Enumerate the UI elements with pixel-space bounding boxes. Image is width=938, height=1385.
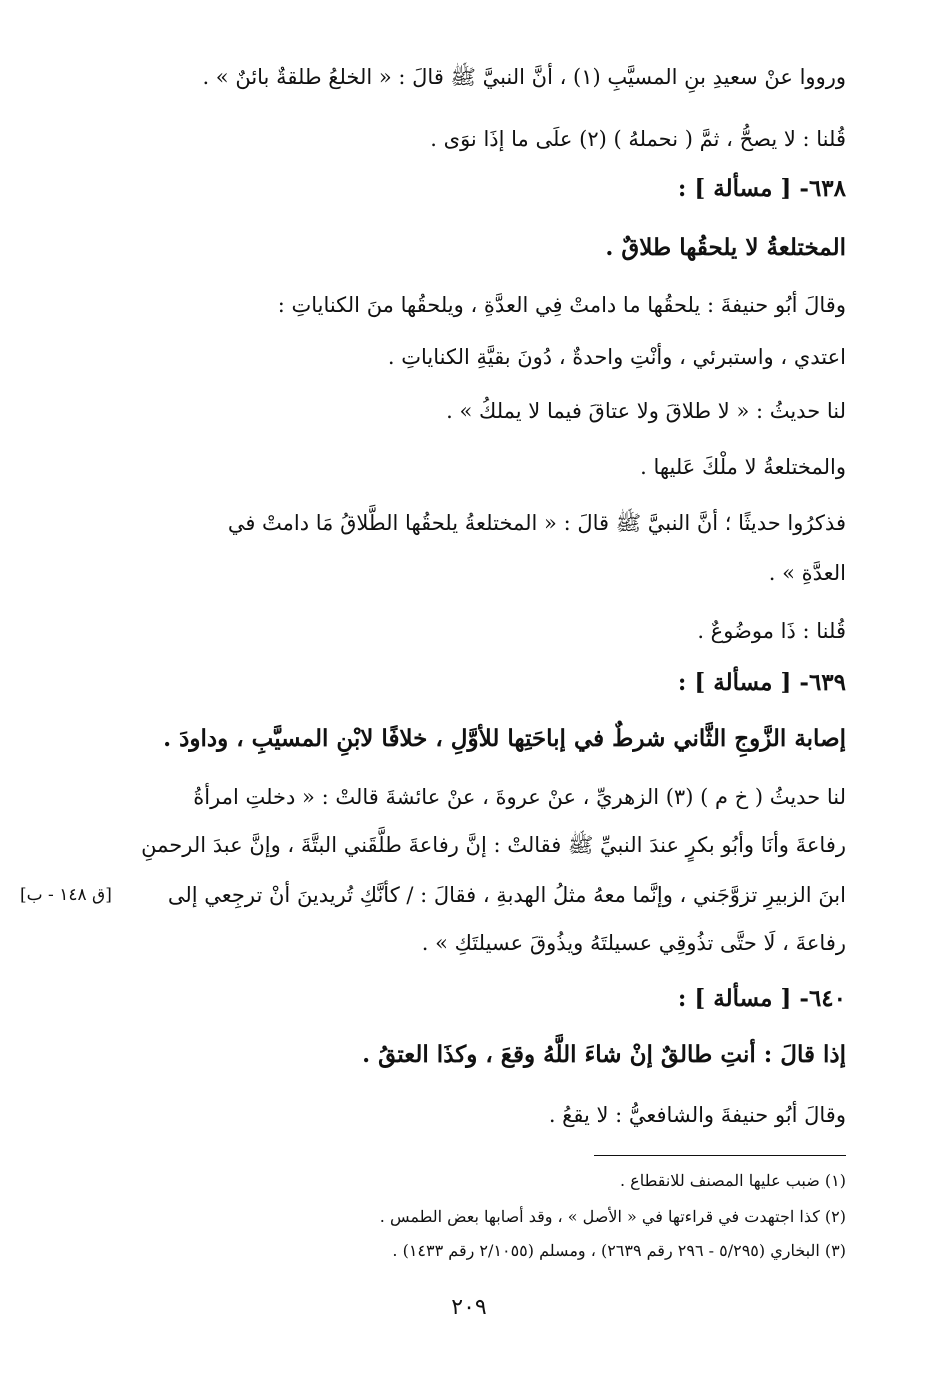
issue-heading: ٦٣٩- [ مسألة ] : (677, 669, 846, 696)
body-line: ورووا عنْ سعيدِ بنِ المسيَّبِ (١) ، أنَّ النبيَّ ﷺ قالَ : « الخلعُ طلقةٌ بائنٌ » . (202, 65, 846, 89)
body-line: فذكرُوا حديثًا ؛ أنَّ النبيَّ ﷺ قالَ : « المختلعةُ يلحقُها الطَّلاقُ مَا دامتْ في (227, 511, 846, 535)
issue-statement: إصابة الزَّوجِ الثَّاني شرطٌ في إباحَتِها للأوَّلِ ، خلافًا لابْنِ المسيَّبِ ، وداودَ . (163, 725, 846, 752)
body-line: والمختلعةُ لا ملْكَ عَليها . (640, 455, 846, 479)
body-line: وقالَ أبُو حنيفةَ : يلحقُها ما دامتْ فِي العدَّةِ ، ويلحقُها منَ الكناياتِ : (277, 293, 846, 317)
issue-heading: ٦٤٠- [ مسألة ] : (677, 985, 846, 1012)
body-line: رفاعةَ وأنَا وأبُو بكرٍ عندَ النبيِّ ﷺ فقالتْ : إنَّ رفاعةَ طلَّقَني البتَّةَ ، وإنَّ عبدَ الرحمنِ (141, 833, 846, 857)
issue-heading: ٦٣٨- [ مسألة ] : (677, 175, 846, 202)
body-line: لنا حديثُ ( خ م ) (٣) الزهريِّ ، عنْ عروةَ ، عنْ عائشةَ قالتْ : « دخلتِ امرأةُ (193, 785, 846, 809)
body-line: قُلنا : ذَا موضُوعٌ . (697, 619, 846, 643)
body-line: لنا حديثُ : « لا طلاقَ ولا عتاقَ فيما لا يملكُ » . (446, 399, 846, 423)
page-number: ٢٠٩ (451, 1295, 487, 1320)
body-line: رفاعةَ ، لَا حتَّى تذُوقِي عسيلتَهُ ويذُوقَ عسيلتَكِ » . (421, 931, 846, 955)
body-line: وقالَ أبُو حنيفةَ والشافعيُّ : لا يقعُ . (548, 1103, 846, 1127)
footnote: (٢) كذا اجتهدت في قراءتها في « الأصل » ، وقد أصابها بعض الطمس . (379, 1207, 846, 1226)
footnote: (١) ضبب عليها المصنف للانقطاع . (620, 1171, 846, 1190)
body-line: العدَّةِ » . (768, 561, 846, 585)
body-line: قُلنا : لا يصحُّ ، ثمَّ ( نحملهُ ) (٢) علَى ما إذَا نوَى . (430, 127, 846, 151)
footnote-separator (594, 1155, 846, 1156)
footnote: (٣) البخاري (٥/٢٩٥ - ٢٩٦ رقم ٢٦٣٩) ، ومسلم (٢/١٠٥٥ رقم ١٤٣٣) . (392, 1241, 846, 1260)
body-line: ابنَ الزبيرِ تزوَّجَني ، وإنَّما معهُ مثلُ الهدبةِ ، فقالَ : / كأنَّكِ تُريدينَ أنْ ترجِعي إلى (167, 883, 846, 907)
issue-statement: إذا قالَ : أنتِ طالقٌ إنْ شاءَ اللَّهُ وقعَ ، وكذَا العتقُ . (362, 1041, 846, 1068)
body-line: اعتدي ، واستبرئي ، وأنْتِ واحدةٌ ، دُونَ بقيَّةِ الكناياتِ . (387, 345, 846, 369)
margin-folio-note: [ق ١٤٨ - ب] (20, 885, 112, 905)
issue-statement: المختلعةُ لا يلحقُها طلاقٌ . (605, 234, 846, 261)
